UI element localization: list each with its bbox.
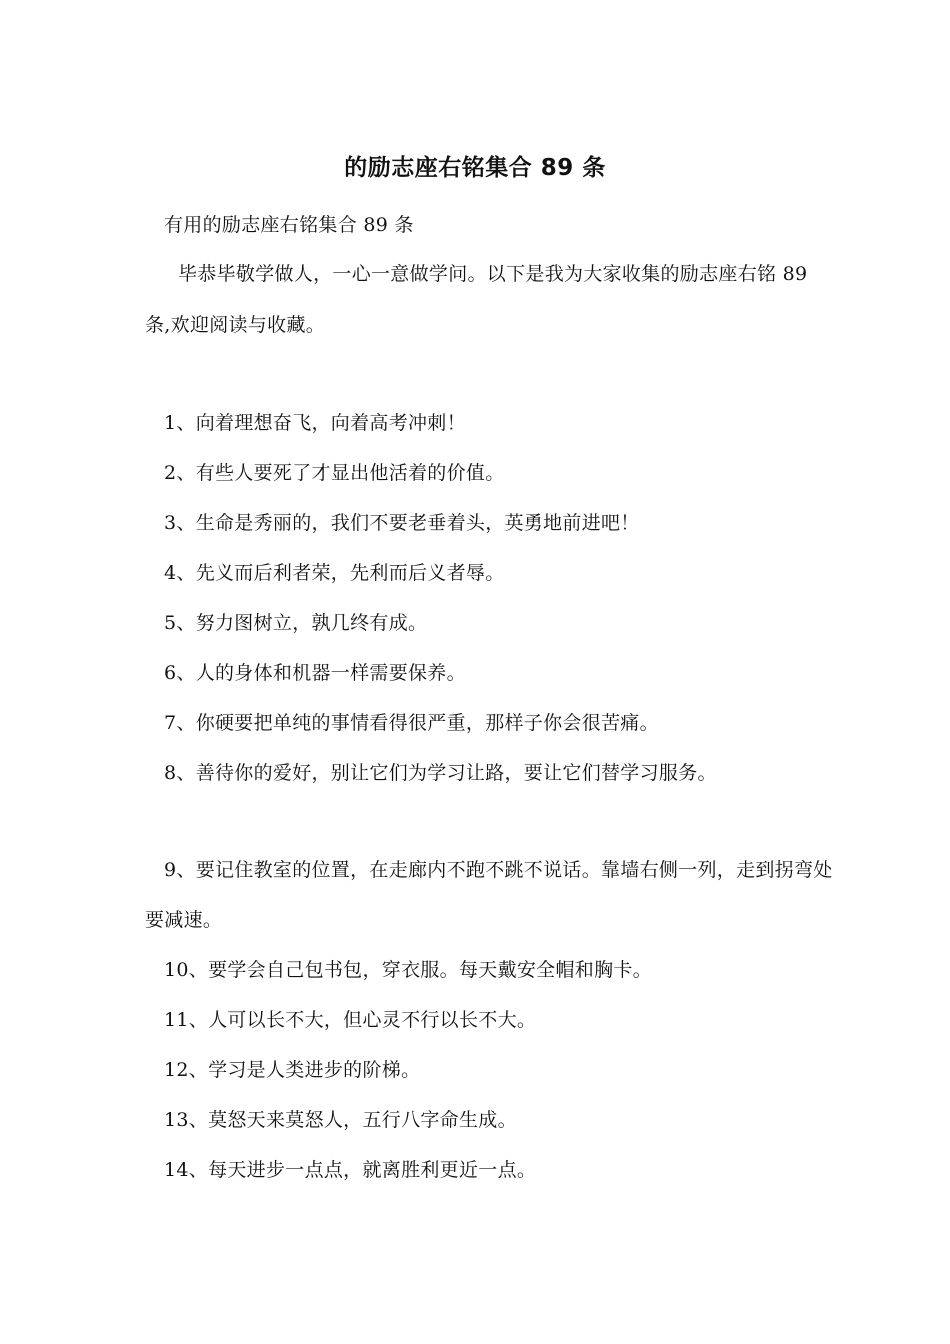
list-item: 8、善待你的爱好，别让它们为学习让路，要让它们替学习服务。 — [164, 762, 717, 784]
list-item: 5、努力图树立，孰几终有成。 — [164, 612, 428, 634]
intro-paragraph: 毕恭毕敬学做人，一心一意做学问。以下是我为大家收集的励志座右铭 89 条,欢迎阅读与收藏。 — [145, 263, 808, 336]
list-item: 11、人可以长不大，但心灵不行以长不大。 — [164, 1009, 537, 1031]
list-item: 7、你硬要把单纯的事情看得很严重，那样子你会很苦痛。 — [164, 712, 659, 734]
motto-list-part-2 — [145, 845, 835, 1195]
list-item: 6、人的身体和机器一样需要保养。 — [164, 662, 466, 684]
document-title: 的励志座右铭集合 89 条 — [344, 155, 606, 181]
list-item: 13、莫怒天来莫怒人，五行八字命生成。 — [164, 1109, 517, 1131]
list-item: 12、学习是人类进步的阶梯。 — [164, 1059, 421, 1081]
list-item: 3、生命是秀丽的，我们不要老垂着头，英勇地前进吧！ — [164, 512, 640, 534]
list-item: 14、每天进步一点点，就离胜利更近一点。 — [164, 1159, 537, 1181]
motto-list-part-1 — [145, 398, 835, 798]
list-item: 10、要学会自己包书包，穿衣服。每天戴安全帽和胸卡。 — [164, 959, 652, 981]
list-item: 4、先义而后利者荣，先利而后义者辱。 — [164, 562, 505, 584]
list-item: 9、要记住教室的位置，在走廊内不跑不跳不说话。靠墙右侧一列，走到拐弯处要减速。 — [145, 859, 833, 931]
document-subtitle: 有用的励志座右铭集合 89 条 — [164, 214, 414, 236]
list-item: 2、有些人要死了才显出他活着的价值。 — [164, 462, 505, 484]
list-item: 1、向着理想奋飞，向着高考冲刺！ — [164, 412, 466, 434]
